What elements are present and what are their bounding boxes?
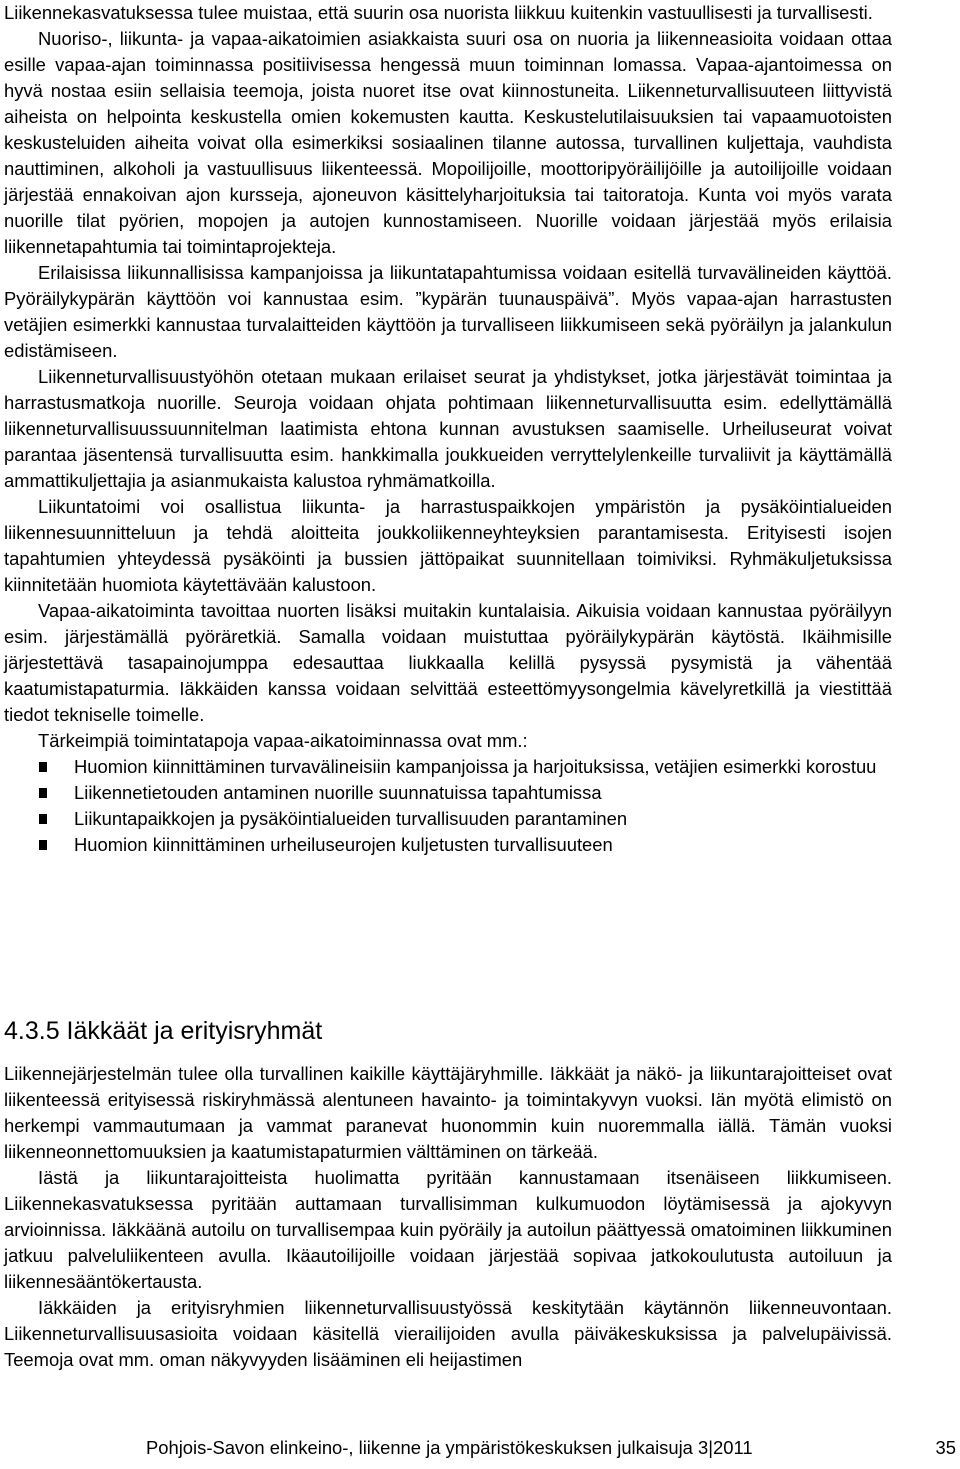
square-bullet-icon [39, 840, 47, 850]
list-item [4, 754, 892, 780]
list-item-text: Liikennetietouden antaminen nuorille suunnatuissa tapahtumissa [74, 782, 602, 803]
paragraph: Vapaa-aikatoiminta tavoittaa nuorten lisäksi muitakin kuntalaisia. Aikuisia voidaan kannustaa pyöräilyyn esim. järjestämällä pyöräretkiä. Samalla voidaan muistuttaa pyöräilykypärän käytöstä. Ikäihmisille järjestettävä tasapainojumppa edesauttaa liukkaalla kelillä pysyssä pysymistä ja vähentää kaatumistapaturmia. Iäkkäiden kanssa voidaan selvittää esteettömyysongelmia kävelyretkillä ja viestittää tiedot tekniselle toimelle. [4, 600, 892, 725]
document-page [4, 0, 892, 858]
list-item [4, 780, 892, 806]
section-body [4, 1061, 892, 1373]
square-bullet-icon [39, 814, 47, 824]
list-item-text: Huomion kiinnittäminen urheiluseurojen kuljetusten turvallisuuteen [74, 834, 613, 855]
paragraph: Iästä ja liikuntarajoitteista huolimatta pyritään kannustamaan itsenäiseen liikkumiseen. Liikennekasvatuksessa pyritään auttamaan turvallisimman kulkumuodon löytämisessä ja ajokyvyn arvioinnissa. Iäkkäänä autoilu on turvallisempaa kuin pyöräily ja autoilun päättyessä omatoiminen liikkuminen jatkuu palveluliikenteen avulla. Ikäautoilijoille voidaan järjestää sopivaa jatkokoulutusta autoiluun ja liikennesääntökertausta. [4, 1167, 892, 1292]
paragraph: Liikennekasvatuksessa tulee muistaa, että suurin osa nuorista liikkuu kuitenkin vastuullisesti ja turvallisesti. [4, 2, 873, 23]
list-item [4, 832, 892, 858]
page-number: 35 [935, 1437, 956, 1458]
square-bullet-icon [39, 788, 47, 798]
list-item-text: Huomion kiinnittäminen turvavälineisiin kampanjoissa ja harjoituksissa, vetäjien esimerkki korostuu [74, 756, 877, 777]
paragraph: Erilaisissa liikunnallisissa kampanjoissa ja liikuntatapahtumissa voidaan esitellä turvavälineiden käyttöä. Pyöräilykypärän käyttöön voi kannustaa esim. ”kypärän tuunauspäivä”. Myös vapaa-ajan harrastusten vetäjien esimerkki kannustaa turvalaitteiden käyttöön ja turvalliseen liikkumiseen sekä pyöräilyn ja jalankulun edistämiseen. [4, 262, 892, 361]
list-item [4, 806, 892, 832]
bullet-list [4, 754, 892, 858]
square-bullet-icon [39, 762, 47, 772]
paragraph: Iäkkäiden ja erityisryhmien liikenneturvallisuustyössä keskitytään käytännön liikenneuvontaan. Liikenneturvallisuusasioita voidaan käsitellä vierailijoiden avulla päiväkeskuksissa ja palvelupäivissä. Teemoja ovat mm. oman näkyvyyden lisääminen eli heijastimen [4, 1297, 892, 1370]
paragraph: Liikuntatoimi voi osallistua liikunta- ja harrastuspaikkojen ympäristön ja pysäköintialueiden liikennesuunnitteluun ja tehdä aloitteita joukkoliikenneyhteyksien parantamisesta. Erityisesti isojen tapahtumien yhteydessä pysäköinti ja bussien jättöpaikat suunnitellaan toimiviksi. Ryhmäkuljetuksissa kiinnitetään huomiota käytettävään kalustoon. [4, 496, 892, 595]
section-heading: 4.3.5 Iäkkäät ja erityisryhmät [4, 1017, 323, 1045]
list-item-text: Liikuntapaikkojen ja pysäköintialueiden turvallisuuden parantaminen [74, 808, 628, 829]
paragraph: Nuoriso-, liikunta- ja vapaa-aikatoimien asiakkaista suuri osa on nuoria ja liikenneasioita voidaan ottaa esille vapaa-ajan toiminnassa positiivisessa hengessä muun toiminnan lomassa. Vapaa-ajantoimessa on hyvä nostaa esiin sellaisia teemoja, joista nuoret itse ovat kiinnostuneita. Liikenneturvallisuuteen liittyvistä aiheista on helpointa keskustella omien kokemusten kautta. Keskustelutilaisuuksien tai vapaamuotoisten keskusteluiden aiheita voivat olla esimerkiksi sosiaalinen tilanne autossa, turvallinen kuljettaja, vauhdista nauttiminen, alkoholi ja vastuullisuus liikenteessä. Mopoilijoille, moottoripyöräilijöille ja autoilijoille voidaan järjestää ennakoivan ajon kursseja, ajoneuvon käsittelyharjoituksia tai taitoratoja. Kunta voi myös varata nuorille tilat pyörien, mopojen ja autojen kunnostamiseen. Nuorille voidaan järjestää myös erilaisia liikennetapahtumia tai toimintaprojekteja. [4, 28, 892, 257]
paragraph: Liikennejärjestelmän tulee olla turvallinen kaikille käyttäjäryhmille. Iäkkäät ja näkö- ja liikuntarajoitteiset ovat liikenteessä erityisessä riskiryhmässä alentuneen havainto- ja toimintakyvyn vuoksi. Iän myötä elimistö on herkempi vammautumaan ja vammat paranevat huonommin kuin nuoremmalla iällä. Tämän vuoksi liikenneonnettomuuksien ja kaatumistapaturmien välttäminen on tärkeää. [4, 1063, 892, 1162]
paragraph: Liikenneturvallisuustyöhön otetaan mukaan erilaiset seurat ja yhdistykset, jotka järjestävät toimintaa ja harrastusmatkoja nuorille. Seuroja voidaan ohjata pohtimaan liikenneturvallisuutta esim. edellyttämällä liikenneturvallisuussuunnitelman laatimista ehtona kunnan avustuksen saamiselle. Urheiluseurat voivat parantaa jäsentensä turvallisuutta esim. hankkimalla joukkueiden verryttelylenkeille turvaliivit ja käyttämällä ammattikuljettajia ja asianmukaista kalustoa ryhmämatkoilla. [4, 366, 892, 491]
publication-title: Pohjois-Savon elinkeino-, liikenne ja ympäristökeskuksen julkaisuja 3|2011 [146, 1437, 753, 1458]
list-intro: Tärkeimpiä toimintatapoja vapaa-aikatoiminnassa ovat mm.: [38, 730, 528, 751]
